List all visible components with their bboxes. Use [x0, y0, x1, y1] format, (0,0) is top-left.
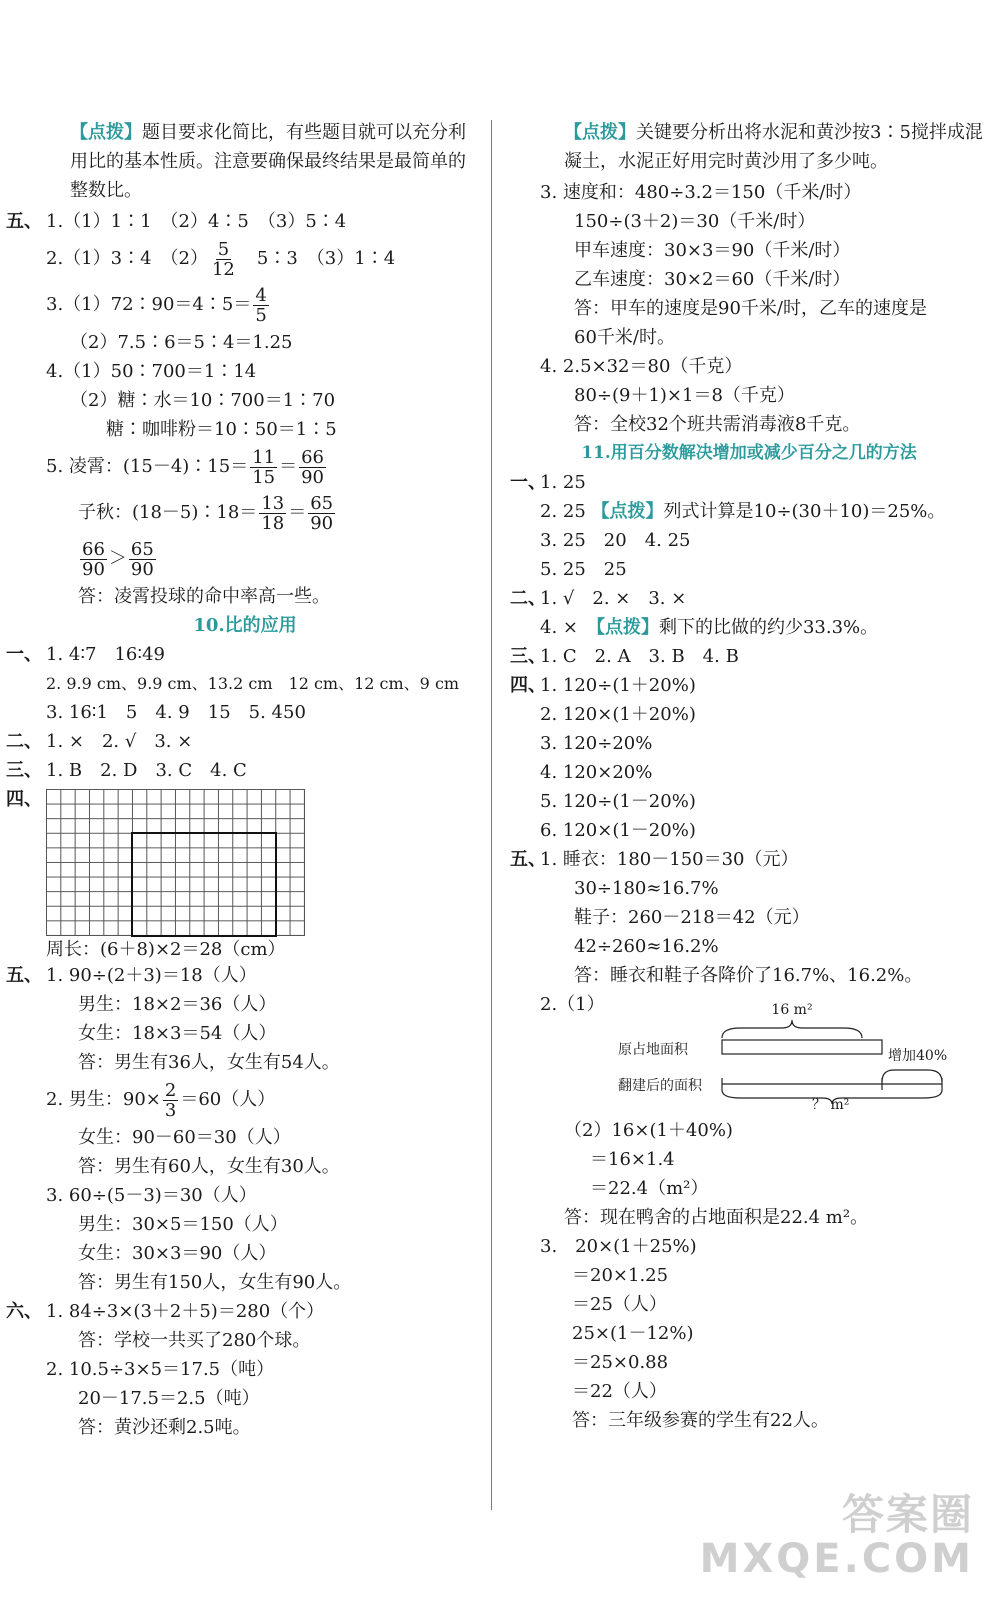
- answer-line: 20－17.5＝2.5（吨）: [78, 1388, 260, 1409]
- tip-label: 【点拨】: [70, 122, 142, 143]
- section-6: [6, 1297, 484, 1442]
- answer-line: ＝22.4（m²）: [590, 1178, 709, 1199]
- section-label: 四、: [510, 675, 546, 696]
- answer-line: 80÷(9＋1)×1＝8（千克）: [574, 385, 795, 406]
- answer-line: 6. 120×(1－20%): [540, 820, 696, 841]
- left-column: [6, 118, 484, 1442]
- section-label: 五、: [6, 965, 42, 986]
- answer-line: 1. 睡衣：180－150＝30（元）: [540, 849, 799, 870]
- perimeter-line: 周长：(6＋8)×2＝28（cm）: [46, 939, 286, 960]
- answer-line: 3. 120÷20%: [540, 733, 653, 754]
- answer-line: 女生：18×3＝54（人）: [78, 1023, 277, 1044]
- answer-line: 2. 10.5÷3×5＝17.5（吨）: [46, 1359, 275, 1380]
- answer-line: （2）7.5∶6＝5∶4＝1.25: [70, 332, 293, 353]
- fraction: $\frac{4}{5}$: [255, 284, 267, 326]
- section-label: 一、: [6, 644, 42, 665]
- question-3-speed: [510, 178, 988, 352]
- answer-line: 1. × 2. √ 3. ×: [46, 731, 193, 752]
- answer-line: 答：凌霄投球的命中率高一些。: [78, 586, 330, 607]
- tip-text: 题目要求化简比，有些题目就可以充分利用比的基本性质。注意要确保最终结果是最简单的整数比。: [70, 122, 466, 201]
- answer-line: 女生：30×3＝90（人）: [78, 1243, 277, 1264]
- answer-line: 3.（1）72∶90＝4∶5＝: [46, 294, 252, 315]
- answer-line: 答：全校32个班共需消毒液8千克。: [574, 414, 861, 435]
- answer-line: 1. 84÷3×(3＋2＋5)＝280（个）: [46, 1301, 325, 1322]
- answer-line: 3. 速度和：480÷3.2＝150（千米/时）: [540, 182, 862, 203]
- row2-label: 翻建后的面积: [618, 1078, 702, 1094]
- answer-line: 1. B 2. D 3. C 4. C: [46, 760, 247, 781]
- answer-line: 糖∶咖啡粉＝10∶50＝1∶5: [106, 419, 337, 440]
- answer-line: 2. 男生：90×: [46, 1089, 161, 1110]
- fraction: $\frac{65}{90}$: [310, 492, 334, 534]
- answer-line: 答：男生有60人，女生有30人。: [78, 1156, 340, 1177]
- section-label: 三、: [510, 646, 546, 667]
- grid-figure: [6, 785, 484, 961]
- answer-line: 答：三年级参赛的学生有22人。: [572, 1410, 829, 1431]
- answer-line: 2. 9.9 cm、9.9 cm、13.2 cm 12 cm、12 cm、9 cm: [46, 674, 460, 693]
- answer-line: 1. 120÷(1＋20%): [540, 675, 696, 696]
- answer-line: 答：甲车的速度是90千米/时，乙车的速度是: [574, 298, 927, 319]
- section-5-percent: [510, 845, 988, 1435]
- fraction: $\frac{2}{3}$: [164, 1079, 177, 1121]
- answer-line: 答：睡衣和鞋子各降价了16.7%、16.2%。: [574, 965, 923, 986]
- answer-line: 2. 120×(1＋20%): [540, 704, 696, 725]
- answer-line: 60千米/时。: [574, 327, 675, 348]
- right-column: [510, 118, 988, 1435]
- answer-line: ＝25（人）: [572, 1294, 667, 1315]
- answer-line: 男生：18×2＝36（人）: [78, 994, 277, 1015]
- answer-line: 答：学校一共买了280个球。: [78, 1330, 311, 1351]
- answer-line: 5∶3 （3）1∶4: [256, 248, 396, 269]
- answer-line: ＝20×1.25: [572, 1265, 669, 1286]
- section-5-people: 五、 1. 90÷(2＋3)＝18（人） 男生：18×2＝36（人） 女生：18×3＝54（人） 答：男生有36人，女生有54人。 2. 男生：90× $\frac{2}{3}$ ＝60（人） 女生：90－60＝30（人） 答：男生有60人，女生有30人。 3. 60÷(5－3)＝30（人） 男生：30×5＝150（人） 女生：30×3＝90（人） 答：男生有150人，女生有90人。: [6, 961, 484, 1297]
- answer-line: 2. 25: [540, 501, 586, 522]
- answer-line: ＝22（人）: [572, 1381, 667, 1402]
- tip-text: 关键要分析出将水泥和黄沙按3∶5搅拌成混凝土，水泥正好用完时黄沙用了多少吨。: [564, 122, 983, 172]
- bottom-label: ？ m²: [812, 1097, 850, 1113]
- answer-line: 剩下的比做的约少33.3%。: [658, 617, 879, 638]
- answer-line: 甲车速度：30×3＝90（千米/时）: [574, 240, 851, 261]
- answer-line: 1. √ 2. × 3. ×: [540, 588, 687, 609]
- column-divider: [491, 120, 492, 1510]
- answer-line: 男生：30×5＝150（人）: [78, 1214, 288, 1235]
- section-4-expressions: [510, 671, 988, 845]
- answer-line: 25×(1－12%): [572, 1323, 694, 1344]
- section-label: 五、: [510, 849, 546, 870]
- fraction: $\frac{66}{90}$: [82, 538, 105, 580]
- tip-label: 【点拨】: [591, 501, 664, 522]
- section-label: 六、: [6, 1301, 42, 1322]
- row1-label: 原占地面积: [618, 1042, 688, 1058]
- line-segment-diagram: [510, 990, 980, 1110]
- section-label: 二、: [510, 588, 546, 609]
- answer-line: 列式计算是10÷(30＋10)＝25%。: [663, 501, 946, 522]
- fraction: $\frac{66}{90}$: [301, 446, 325, 488]
- answer-line: 2.（1）: [540, 994, 605, 1015]
- watermark: 答案圈 MXQE.COM: [699, 1490, 974, 1582]
- answer-line: 5. 凌霄：(15－4)∶15＝: [46, 456, 249, 477]
- answer-line: 1. 90÷(2＋3)＝18（人）: [46, 965, 257, 986]
- answer-line: 4. 120×20%: [540, 762, 653, 783]
- section-5-ratio: 五、 1.（1）1∶1 （2）4∶5 （3）5∶4 2.（1）3∶4 （2） $\frac{5}{12}$ 5∶3 （3）1∶4 3.（1）72∶90＝4∶5＝ $\frac{4}{5}$ （2）7.5∶6＝5∶4＝1.25 4.（1）50∶700＝1∶14 （2）糖∶水＝10∶700＝1∶70 糖∶咖啡粉＝10∶50＝1∶5 5. 凌霄：(15－4)∶15＝ $\frac{11}{15}$ ＝ $\frac{66}{90}$ 子秋：(18－5)∶18＝ $\frac{13}{18}$ ＝ $\frac{65}{90}$ $\frac{66}{90}$ ＞ $\frac{65}{90}$ 答：凌霄投球的命中率高一些。: [6, 207, 484, 611]
- answer-line: 答：现在鸭舍的占地面积是22.4 m²。: [564, 1207, 869, 1228]
- answer-line: 答：男生有36人，女生有54人。: [78, 1052, 340, 1073]
- answer-line: 鞋子：260－218＝42（元）: [574, 907, 810, 928]
- answer-line: 5. 120÷(1－20%): [540, 791, 696, 812]
- question-4-disinfectant: [510, 352, 988, 439]
- answer-line: 子秋：(18－5)∶18＝: [78, 502, 258, 523]
- increase-brace: [882, 1070, 942, 1082]
- section-label: 五、: [6, 211, 42, 232]
- fraction: $\frac{13}{18}$: [261, 492, 285, 534]
- answer-line: 3. 16∶1 5 4. 9 15 5. 450: [46, 702, 306, 723]
- answer-line: 答：黄沙还剩2.5吨。: [78, 1417, 251, 1438]
- section-heading-10: 10.比的应用: [193, 615, 297, 636]
- answer-line: 30÷180≈16.7%: [574, 878, 719, 899]
- answer-line: 女生：90－60＝30（人）: [78, 1127, 291, 1148]
- answer-line: ＝16×1.4: [590, 1149, 675, 1170]
- answer-line: 3. 60÷(5－3)＝30（人）: [46, 1185, 257, 1206]
- answer-line: 1. 25: [540, 472, 586, 493]
- answer-line: 150÷(3＋2)＝30（千米/时）: [574, 211, 816, 232]
- answer-line: ＝25×0.88: [572, 1352, 669, 1373]
- tip-paragraph-2: [510, 118, 984, 176]
- section-label: 二、: [6, 731, 42, 752]
- answer-line: （2）16×(1＋40%): [564, 1120, 733, 1141]
- answer-line: 4.（1）50∶700＝1∶14: [46, 361, 257, 382]
- answer-line: 答：男生有150人，女生有90人。: [78, 1272, 352, 1293]
- answer-line: 乙车速度：30×2＝60（千米/时）: [574, 269, 851, 290]
- answer-line: 4. 2.5×32＝80（千克）: [540, 356, 743, 377]
- top-brace: [722, 1020, 862, 1038]
- square-grid: [46, 789, 305, 936]
- answer-line: 1.（1）1∶1 （2）4∶5 （3）5∶4: [46, 211, 347, 232]
- section-label: 三、: [6, 760, 42, 781]
- section-heading-11: 11.用百分数解决增加或减少百分之几的方法: [581, 443, 917, 463]
- original-area-bar: [722, 1040, 882, 1054]
- answer-line: 2.（1）3∶4 （2）: [46, 248, 208, 269]
- answer-line: 4. ×: [540, 617, 578, 638]
- answer-line: （2）糖∶水＝10∶700＝1∶70: [70, 390, 336, 411]
- increase-label: 增加40%: [888, 1048, 948, 1064]
- section-label: 四、: [6, 789, 42, 810]
- answer-line: 5. 25 25: [540, 559, 627, 580]
- answer-line: 1. 4∶7 16∶49: [46, 644, 165, 665]
- answer-line: 3. 25 20 4. 25: [540, 530, 691, 551]
- fraction: $\frac{5}{12}$: [211, 238, 235, 280]
- tip-label: 【点拨】: [564, 122, 636, 143]
- tip-paragraph-1: [6, 118, 474, 205]
- answer-line: 42÷260≈16.2%: [574, 936, 719, 957]
- tip-label: 【点拨】: [595, 617, 659, 638]
- answer-line: 1. C 2. A 3. B 4. B: [540, 646, 739, 667]
- area-diagram: [510, 990, 988, 1113]
- fraction: $\frac{65}{90}$: [130, 538, 154, 580]
- fraction: $\frac{11}{15}$: [252, 446, 276, 488]
- section-label: 一、: [510, 472, 546, 493]
- drawn-rectangle: [131, 832, 277, 937]
- answer-line: 3. 20×(1＋25%): [540, 1236, 697, 1257]
- top-label: 16 m²: [771, 1002, 813, 1018]
